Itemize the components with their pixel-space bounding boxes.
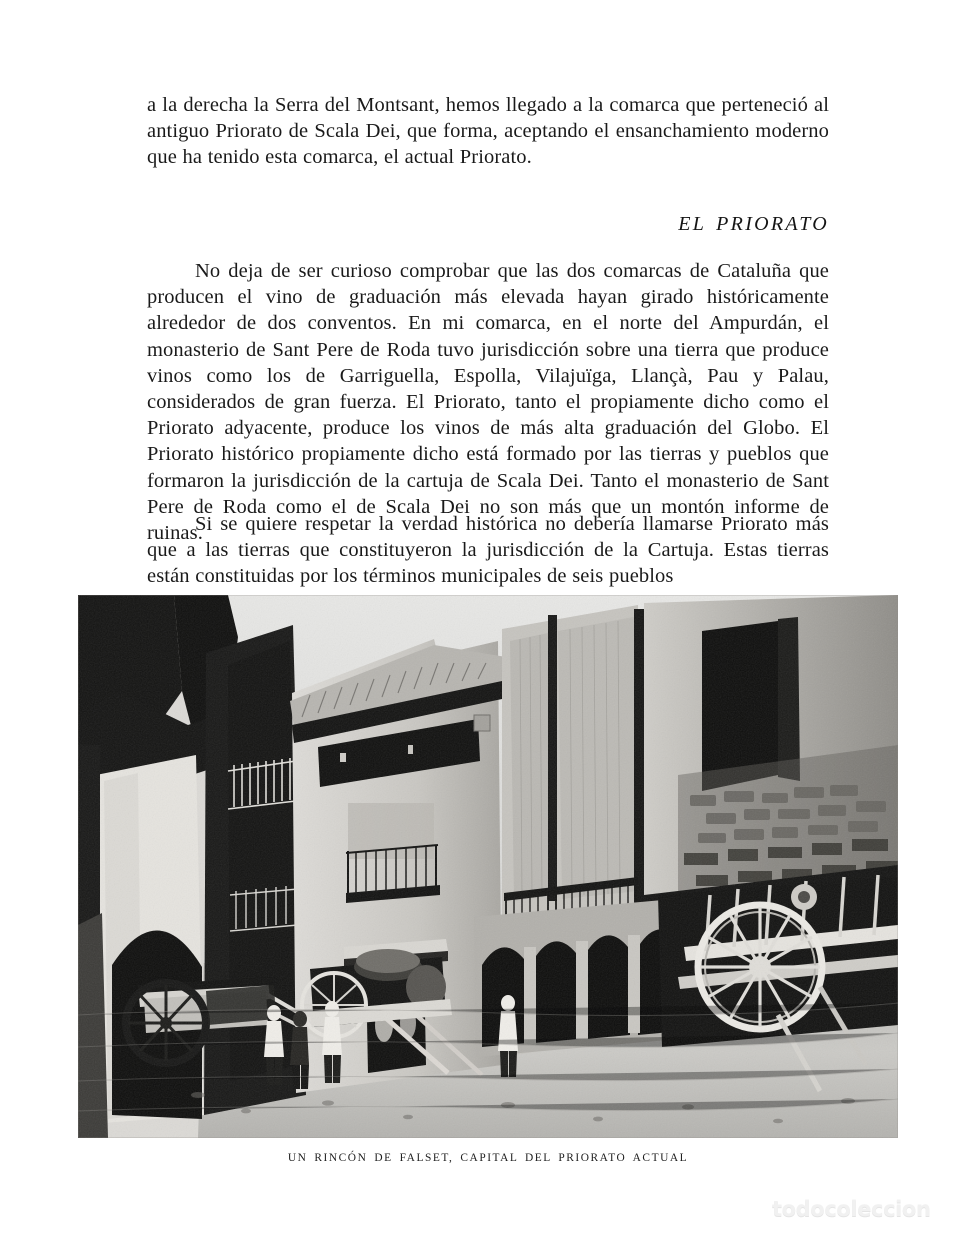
top-paragraph: a la derecha la Serra del Montsant, hemos llegado a la comarca que perteneció al antiguo Priorato de Scala Dei, que forma, aceptando el ensanchamiento moderno que ha tenido esta comarca, el actual Priorato.	[147, 94, 829, 169]
top-paragraph-block	[147, 92, 829, 171]
figure-caption: UN RINCÓN DE FALSET, CAPITAL DEL PRIORATO ACTUAL	[287, 1152, 689, 1164]
body-paragraph-2: Si se quiere respetar la verdad histórica no debería llamarse Priorato más que a las tierras que constituyeron la jurisdicción de la Cartuja. Estas tierras están constituidas por los términos municipales de seis pueblos	[147, 513, 829, 588]
body-paragraph-1-block	[147, 258, 829, 546]
photograph-figure	[78, 595, 898, 1138]
body-paragraph-2-block	[147, 511, 829, 590]
body-paragraph-1: No deja de ser curioso comprobar que las dos comarcas de Cataluña que producen el vino de graduación más elevada hayan girado históricamente alrededor de dos conventos. En mi comarca, en el norte del Ampurdán, el monasterio de Sant Pere de Roda tuvo jurisdicción sobre una tierra que produce vinos como los de Garriguella, Espolla, Vilajuïga, Llançà, Pau y Palau, considerados de gran fuerza. El Priorato, tanto el propiamente dicho como el Priorato adyacente, produce los vinos de más alta graduación del Globo. El Priorato histórico propiamente dicho está formado por las tierras y pueblos que formaron la jurisdicción de la cartuja de Scala Dei. Tanto el monasterio de Sant Pere de Roda como el de Scala Dei no son más que un montón informe de ruinas.	[147, 260, 829, 545]
photograph-image	[78, 595, 898, 1138]
photograph-illustration	[78, 595, 898, 1138]
todocoleccion-watermark: todocoleccion	[772, 1197, 931, 1221]
section-heading: EL PRIORATO	[678, 213, 829, 235]
